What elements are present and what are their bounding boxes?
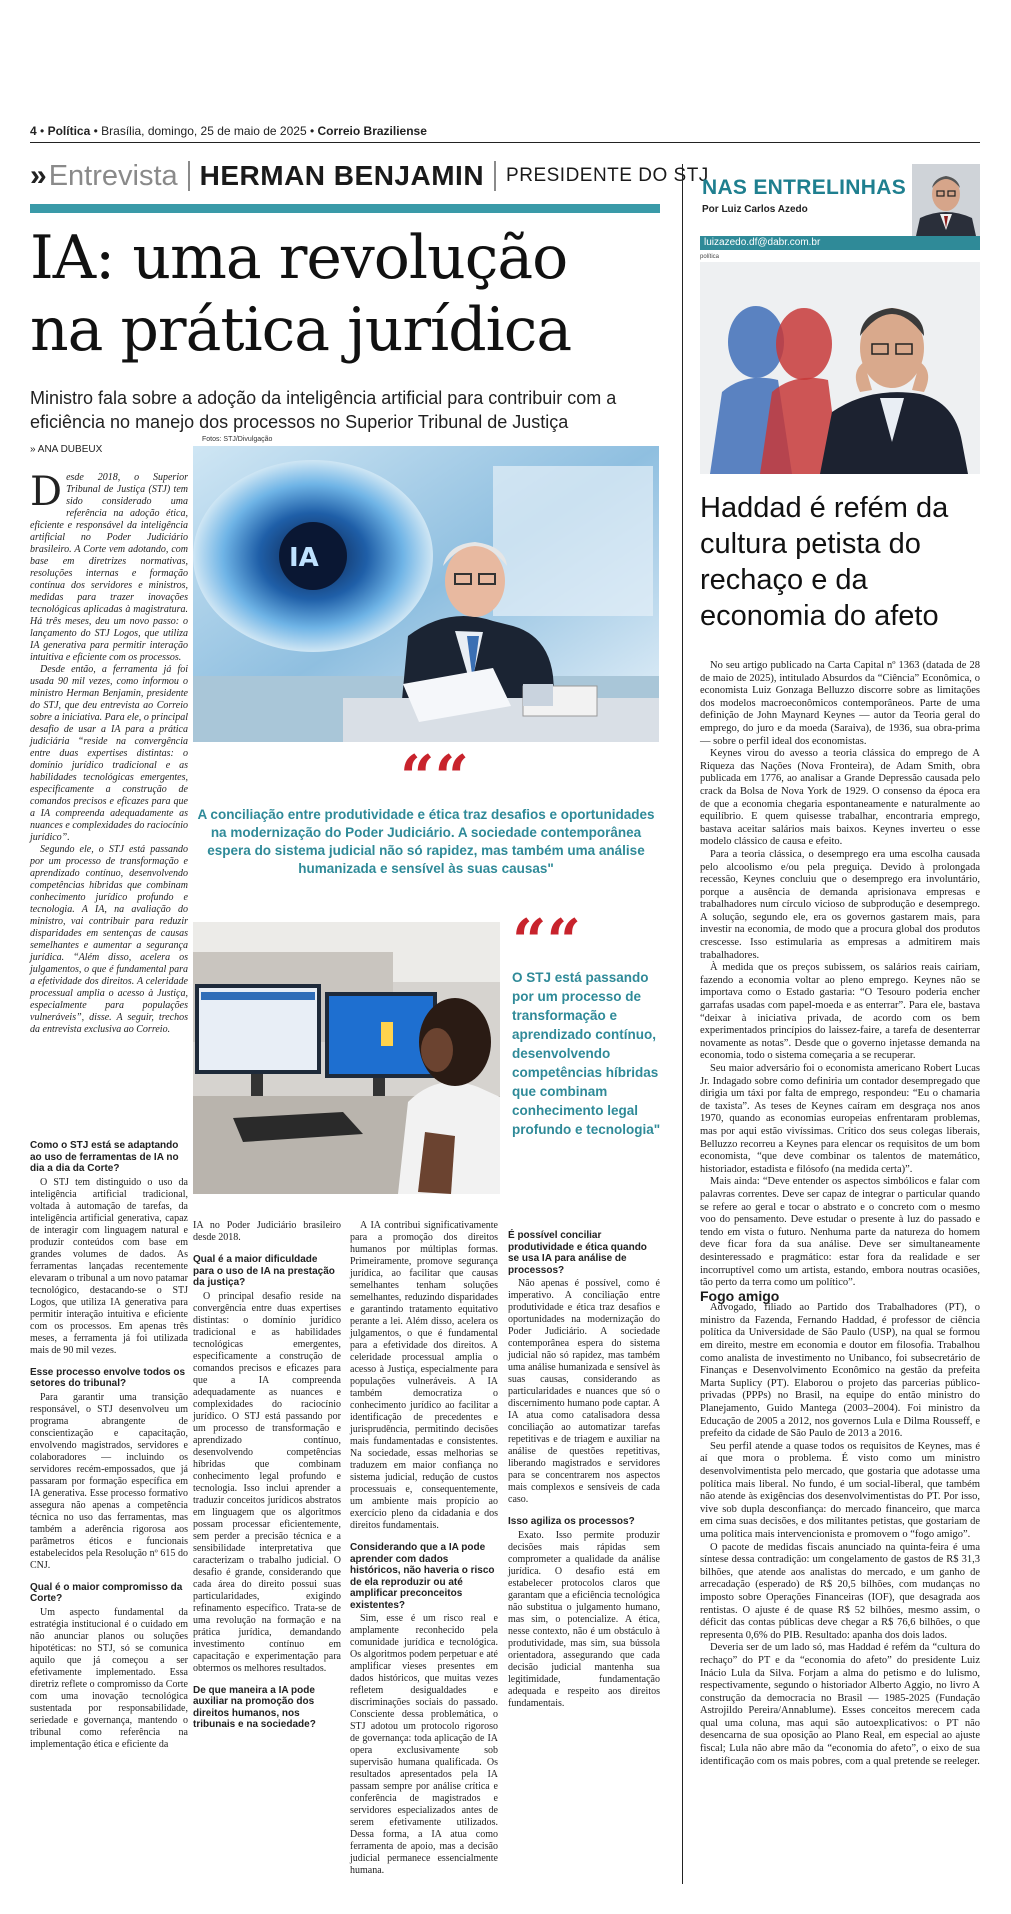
quote-mark-icon: ““ bbox=[400, 743, 470, 813]
answer: Exato. Isso permite produzir decisões mais rápidas sem comprometer a qualidade da análise jurídica. O desafio está em estabelecer protocolos claros que garantam que a eficiência tecnológica não substitua o julgamento humano, mas sim, o potencialize. A ética, nesse contexto, não é um obstáculo à produtividade, mas sim, sua bússola orientadora, assegurando que cada decisão judicial mantenha sua legitimidade, fundamentação adequada e respeito aos direitos fundamentais. bbox=[508, 1529, 660, 1709]
answer: Sim, esse é um risco real e amplamente reconhecido pela comunidade jurídica e tecnológica. Os algoritmos podem perpetuar e até amplificar vieses presentes em dados históricos, que muitas vezes refletem desigualdades e discriminações sociais do passado. Consciente dessa problemática, o STJ adotou um protocolo rigoroso de governança: toda aplicação de IA opera exclusivamente sob supervisão humana qualificada. Os resultados apresentados pela IA passam sempre por análise crítica e conferência de magistrados e servidores especializados antes de serem efetivamente utilizados. Dessa forma, a IA atua como ferramenta de apoio, mas a decisão judicial permanece essencialmente humana. bbox=[350, 1613, 498, 1876]
column-paragraph: Seu perfil atende a quase todos os requisitos de Keynes, mas é aí que mora o problema. É visto como um ministro desenvolvimentista pelo mercado, que gostaria que adotasse uma política mais liberal. No fundo, é um social-liberal, que também não atende às exigências dos desenvolvimentistas do PT. Por isso, vive sob dupla desconfiança: do mercado financeiro, que marca em cima suas decisões, e dos militantes petistas, que gostariam de uma política mais intervencionista e promovem o “fogo amigo”. bbox=[700, 1440, 980, 1540]
dropcap: D bbox=[30, 469, 63, 515]
answer: O principal desafio reside na convergência entre duas expertises distintas: o domínio jurídico tradicional e as habilidades tecnológicas emergentes, especificamente a construção de comandos precisos e eficazes para que a IA compreenda adequadamente as nuances e complexidades do raciocínio jurídico. O STJ está passando por um processo de transformação e aprendizado contínuo, desenvolvendo competências híbridas que combinam conhecimento legal profundo e tecnologia. Isso inclui aprender a traduzir conceitos jurídicos abstratos em linguagem que os algoritmos possam processar eficientemente, sem perder a precisão técnica e a sensibilidade interpretativa que caracterizam o trabalho judicial. O desafio é grande, considerando que cada área do direito possui suas particularidades, exigindo refinamento específico. Trata-se de uma revolução na formação e na prática jurídica, demandando investimento contínuo em capacitação e experimentação para obtermos os melhores resultados. bbox=[193, 1290, 341, 1674]
top-rule bbox=[30, 142, 980, 143]
intro-paragraph: Segundo ele, o STJ está passando por um processo de transformação e aprendizado contínuo, desenvolvendo competências híbridas que combinam conhecimento jurídico profundo e tecnologia. A IA, na avaliação do ministro, vai contribuir para reduzir disparidades em sentenças de causas semelhantes e aumentar a segurança jurídica. “Além disso, acelera os julgamentos, o que é fundamental para a efetividade dos direitos. A celeridade processual amplia o acesso à Justiça, especialmente para populações vulneráveis”, disse. A seguir, trechos da entrevista exclusiva ao Correio. bbox=[30, 844, 188, 1035]
answer-continued: IA no Poder Judiciário brasileiro desde 2018. bbox=[193, 1220, 341, 1243]
answer: Um aspecto fundamental da estratégia institucional é o cuidado em não anunciar planos ou soluções hipotéticas: no STJ, só se comunica aquilo que já começou a ser efetivamente implementado. Essa diretriz reflete o compromisso da Corte com uma inovação tecnológica sustentada por responsabilidade, seriedade e governança, mantendo o tribunal como referência na implementação ética e eficiente da bbox=[30, 1606, 188, 1750]
author-email[interactable]: luizazedo.df@dabr.com.br bbox=[704, 237, 821, 248]
staff-photo bbox=[193, 922, 500, 1194]
author-avatar bbox=[912, 164, 980, 236]
column-divider bbox=[682, 164, 683, 1884]
minister-photo bbox=[193, 446, 659, 742]
column-paragraph: Deveria ser de um lado só, mas Haddad é refém da “cultura do rechaço” do PT e da “economia do afeto” do presidente Luiz Inácio Lula da Silva. Forjam a alma do petismo e do lulismo, respectivamente, segundo o historiador Alberto Aggio, no livro A construção da democracia no Brasil — 1985-2025 (Fundação Astrojildo Pereira/Annablume). Esses conceitos merecem cada qual uma coluna, mas aqui são autoexplicativos: o PT não desencarna de sua oposição ao Plano Real, em especial ao ajuste fiscal; Lula não abre mão da “economia do afeto”, o eixo de sua identificação com os mais pobres, com a qual pretende se reeleger. bbox=[700, 1642, 980, 1767]
question: De que maneira a IA pode auxiliar na promoção dos direitos humanos, nos tribunais e na sociedade? bbox=[193, 1684, 316, 1730]
question: É possível conciliar produtividade e ética quando se usa IA para análise de processos? bbox=[508, 1230, 647, 1276]
column-paragraph: O pacote de medidas fiscais anunciado na quinta-feira é uma síntese dessa contradição: um congelamento de gastos de R$ 31,3 bilhões, que atende aos analistas do mercado, e um ganho de arrecadação (esperado) de R$ 20,5 bilhões, com mudanças no imposto sobre Operações Financeiras (IOF), que desagrada aos rentistas. O ajuste é de quase R$ 52 bilhões, mesmo assim, o déficit das contas públicas deve chegar a R$ 76,6 bilhões, o que representa 0,6% do PIB. Resultado: apanha dos dois lados. bbox=[700, 1541, 980, 1641]
teal-rule bbox=[30, 204, 660, 213]
article-subhead: Ministro fala sobre a adoção da inteligência artificial para contribuir com a eficiência no manejo dos processos no Superior Tribunal de Justiça bbox=[30, 388, 617, 432]
question: Qual é o maior compromisso da Corte? bbox=[30, 1581, 183, 1604]
answer: A IA contribui significativamente para a promoção dos direitos humanos por múltiplas formas. Primeiramente, promove segurança jurídica, ao facilitar que causas semelhantes tenham soluções semelhantes, reduzindo disparidades e garantindo tratamento equitativo perante a lei. Além disso, acelera os julgamentos, o que é fundamental para a efetividade dos direitos. A celeridade processual amplia o acesso à Justiça, especialmente para populações vulneráveis. A IA também democratiza o conhecimento jurídico ao facilitar a identificação de precedentes e jurisprudência, permitindo decisões mais fundamentadas e consistentes. Na sociedade, essas melhorias se traduzem em maior confiança no sistema judicial, redução de custos processuais e, consequentemente, um ambiente mais propício ao exercício pleno da cidadania e dos direitos fundamentais. bbox=[350, 1220, 498, 1531]
column-tag: política bbox=[700, 254, 720, 260]
haddad-photo-illustration bbox=[700, 262, 980, 474]
article-headline bbox=[30, 222, 670, 366]
intro-column bbox=[30, 469, 188, 1036]
column-paragraph: Mais ainda: “Deve entender os aspectos simbólicos e falar com palavras correntes. Deve ser capaz de integrar o particular quando se refere ao geral e tocar o abstrato e o concreto com o mesmo voo do pensamento. Deve estudar o presente à luz do passado e tendo em vista o futuro. Nenhuma parte da natureza do homem deve ficar fora da sua análise. Deve ser simultaneamente desinteressado e pragmático: estar fora da realidade e ser incorruptível como um artista, estando, embora noutras ocasiões, tão perto da terra como um político”. bbox=[700, 1176, 980, 1289]
qa-column-4 bbox=[508, 1220, 660, 1710]
haddad-photo bbox=[700, 262, 980, 474]
kicker-section: Entrevista bbox=[48, 159, 178, 192]
kicker-divider bbox=[494, 161, 496, 191]
column-paragraph: À medida que os preços subissem, os salários reais cairiam, fazendo a economia voltar ao pleno emprego. Keynes não se importava como o Estado gastaria: “O Tesouro poderia encher garrafas usadas com papel-moeda e as enterrar”. Para ele, bastava “deixar à iniciativa privada, de acordo com os bem experimentados princípios do laissez-faire, a tarefa de desenterrar novamente as notas”. Desde que o governo injetasse demanda na economia, todo o sistema começaria a se recuperar. bbox=[700, 962, 980, 1062]
column-title: NAS ENTRELINHAS bbox=[702, 176, 907, 199]
author-avatar-illustration bbox=[912, 164, 980, 236]
qa-column-1 bbox=[30, 1130, 188, 1751]
folio-page: 4 bbox=[30, 124, 37, 138]
column-author: Por Luiz Carlos Azedo bbox=[702, 204, 808, 215]
kicker-name: HERMAN BENJAMIN bbox=[199, 160, 485, 191]
answer: O STJ tem distinguido o uso da inteligência artificial tradicional, voltada à automação de tarefas, da inteligência artificial generativa, capaz de interagir com linguagem natural e produzir conteúdos com base em grandes volumes de dados. As ferramentas lançadas recentemente elevaram o tribunal a um novo patamar tecnológico, destacando-se o STJ Logos, que utiliza IA generativa para permitir interação intuitiva e eficiente com os processos. Em apenas três meses, a ferramenta já foi utilizada mais de 90 mil vezes. bbox=[30, 1176, 188, 1356]
qa-column-3 bbox=[350, 1220, 498, 1877]
column-paragraph: Advogado, filiado ao Partido dos Trabalhadores (PT), o ministro da Fazenda, Fernando Haddad, é professor de ciência política da Universidade de São Paulo (USP), na qual se formou em direito, mestre em economia e doutor em filosofia. Trabalhou como analista de investimento no Unibanco, foi subsecretário de Finanças e Desenvolvimento Econômico na gestão da prefeita Marta Suplicy (PT). Elaborou o projeto das parcerias público-privadas (PPPs) no Brasil, na equipe do então ministro do Planejamento, Guido Mantega (2003–2004). Foi ministro da Educação de 2005 a 2012, nos governos Lula e Dilma Rousseff, e prefeito da cidade de São Paulo de 2013 a 2016. bbox=[700, 1302, 980, 1440]
intro-paragraph: Desde então, a ferramenta já foi usada 90 mil vezes, como informou o ministro Herman Benjamin, presidente do STJ, que deu entrevista ao Correio sobre a iniciativa. Para ele, o principal desafio de usar a IA para a prática judiciária “reside na convergência entre duas expertises distintas: o domínio jurídico tradicional e as habilidades tecnológicas emergentes, especificamente a construção de comandos precisos e eficazes para que a IA compreenda adequadamente as nuances e complexidades do raciocínio jurídico”. bbox=[30, 664, 188, 843]
column-paragraph: No seu artigo publicado na Carta Capital nº 1363 (datada de 28 de maio de 2025), intitulado Absurdos da “Ciência” Econômica, o economista Luiz Gonzaga Belluzzo discorre sobre as limitações dos modelos macroeconômicos contemporâneos. Parte de uma definição de John Maynard Keynes — autor da Teoria geral do emprego, do juro e da moeda (Saraiva), de 1936, sua obra-prima — sobre o perfil ideal dos economistas. bbox=[700, 660, 980, 747]
svg-text:IA: IA bbox=[289, 543, 319, 573]
column-paragraph: Para a teoria clássica, o desemprego era uma escolha causada pelo alcoolismo e/ou pela preguiça. Devido à prolongada recessão, Keynes concluiu que o desemprego era involuntário, porque a ausência de demanda aprisionava empresas e trabalhadores num círculo vicioso de subprodução e desemprego. A solução, segundo ele, era os governos gastarem mais, para investir na economia, de modo que a procura global dos produtos crescesse. Isso estimularia as empresas a admitirem mais trabalhadores. bbox=[700, 848, 980, 961]
intro-paragraph: esde 2018, o Superior Tribunal de Justiça (STJ) tem sido considerado uma referência na adoção ética, eficiente e responsável da inteligência artificial no Poder Judiciário brasileiro. A Corte vem adotando, com base em diretrizes normativas, resoluções internas e formação contínua dos servidores e ministros, medidas para trazer inovações tecnológicas aplicadas à magistratura. Há três meses, deu um novo passo: o lançamento do STJ Logos, que utiliza IA generativa para permitir interação intuitiva e eficiente com os processos. bbox=[30, 472, 188, 663]
column-body bbox=[700, 660, 980, 1768]
staff-photo-illustration bbox=[193, 922, 500, 1194]
photo-credit: Fotos: STJ/Divulgação bbox=[202, 436, 273, 443]
folio-line: 4 • Política • Brasília, domingo, 25 de maio de 2025 • Correio Braziliense bbox=[30, 124, 427, 138]
column-headline: Haddad é refém da cultura petista do rechaço e da economia do afeto bbox=[700, 492, 949, 632]
kicker-divider bbox=[188, 161, 190, 191]
pull-quote-1: A conciliação entre produtividade e ética traz desafios e oportunidades na modernização do Poder Judiciário. A sociedade contemporânea espera do sistema judicial não só rapidez, mas também uma análise humanizada e sensível às suas causas" bbox=[197, 807, 655, 876]
qa-column-2 bbox=[193, 1220, 341, 1733]
question: Isso agiliza os processos? bbox=[508, 1516, 635, 1527]
folio-section: Política bbox=[47, 124, 91, 138]
headline-line-2: na prática jurídica bbox=[30, 295, 572, 365]
chevron-icon: » bbox=[30, 159, 47, 192]
pull-quote-2: O STJ está passando por um processo de transformação e aprendizado contínuo, desenvolvendo competências híbridas que combinam conhecimento legal profundo e tecnologia" bbox=[512, 970, 661, 1137]
question: Como o STJ está se adaptando ao uso de ferramentas de IA no dia a dia da Corte? bbox=[30, 1140, 179, 1174]
folio-paper: Correio Braziliense bbox=[317, 124, 427, 138]
byline: » ANA DUBEUX bbox=[30, 444, 103, 455]
interview-kicker bbox=[30, 158, 709, 194]
answer: Não apenas é possível, como é imperativo. A conciliação entre produtividade e ética traz desafios e oportunidades na modernização do Poder Judiciário. A sociedade contemporânea espera do sistema judicial não só rapidez, mas também uma análise humanizada e sensível às suas causas, considerando as particularidades e nuances que só o discernimento humano pode captar. A IA atua como catalisadora dessa conciliação ao automatizar tarefas repetitivas e de triagem e auxiliar na análise de questões repetitivas, liberando magistrados e servidores para se concentrarem nos aspectos mais complexos e sensíveis de cada caso. bbox=[508, 1278, 660, 1505]
folio-dateline: Brasília, domingo, 25 de maio de 2025 bbox=[101, 124, 307, 138]
minister-photo-illustration bbox=[193, 446, 659, 742]
answer: Para garantir uma transição responsável, o STJ desenvolveu um programa abrangente de conscientização e capacitação, envolvendo magistrados, servidores e colaboradores — incluindo os servidores recém-empossados, que já passaram por formação específica em IA generativa. Esse processo formativo assegura não apenas a competência técnica no uso das ferramentas, mas também a aderência rigorosa aos parâmetros éticos e funcionais estabelecidos pela Resolução nº 615 do CNJ. bbox=[30, 1391, 188, 1571]
kicker-role: PRESIDENTE DO STJ bbox=[506, 165, 709, 186]
column-paragraph: Keynes virou do avesso a teoria clássica do emprego de A Riqueza das Nações (Nova Fronteira), de Adam Smith, obra publicada em 1776, ao analisar a Grande Depressão causada pelo crack da Bolsa de Nova York de 1929. O consenso da época era de que a economia chegaria espontaneamente e naturalmente ao equilíbrio. E quem quisesse trabalhar, encontraria emprego, bastava aceitar salários mais baixos. Keynes inverteu o esse modelo clássico de causa e efeito. bbox=[700, 748, 980, 848]
quote-mark-icon: ““ bbox=[512, 907, 582, 977]
question: Esse processo envolve todos os setores do tribunal? bbox=[30, 1366, 186, 1389]
question: Qual é a maior dificuldade para o uso de IA na prestação da justiça? bbox=[193, 1254, 335, 1288]
question: Considerando que a IA pode aprender com dados históricos, não haveria o risco de ela reproduzir ou até amplificar preconceitos existentes? bbox=[350, 1542, 495, 1611]
column-subheading: Fogo amigo bbox=[700, 1287, 780, 1304]
column-paragraph: Seu maior adversário foi o economista americano Robert Lucas Jr. Indagado sobre como definiria um contador desempregado que dirigia um táxi por falta de emprego, respondeu: “Eu o chamaria de taxista”. As teses de Keynes caíram em desgraça nos anos 1970, quando as economias europeias enfrentaram problemas, mas por aqui estão vivíssimas. Crítico dos seus colegas liberais, Belluzzo recorreu a Keynes para elencar os requisitos de um bom economista, “que deve combinar os talentos de matemático, historiador, estadista e filósofo (na medida certa)”. bbox=[700, 1063, 980, 1175]
headline-line-1: IA: uma revolução bbox=[30, 223, 568, 293]
